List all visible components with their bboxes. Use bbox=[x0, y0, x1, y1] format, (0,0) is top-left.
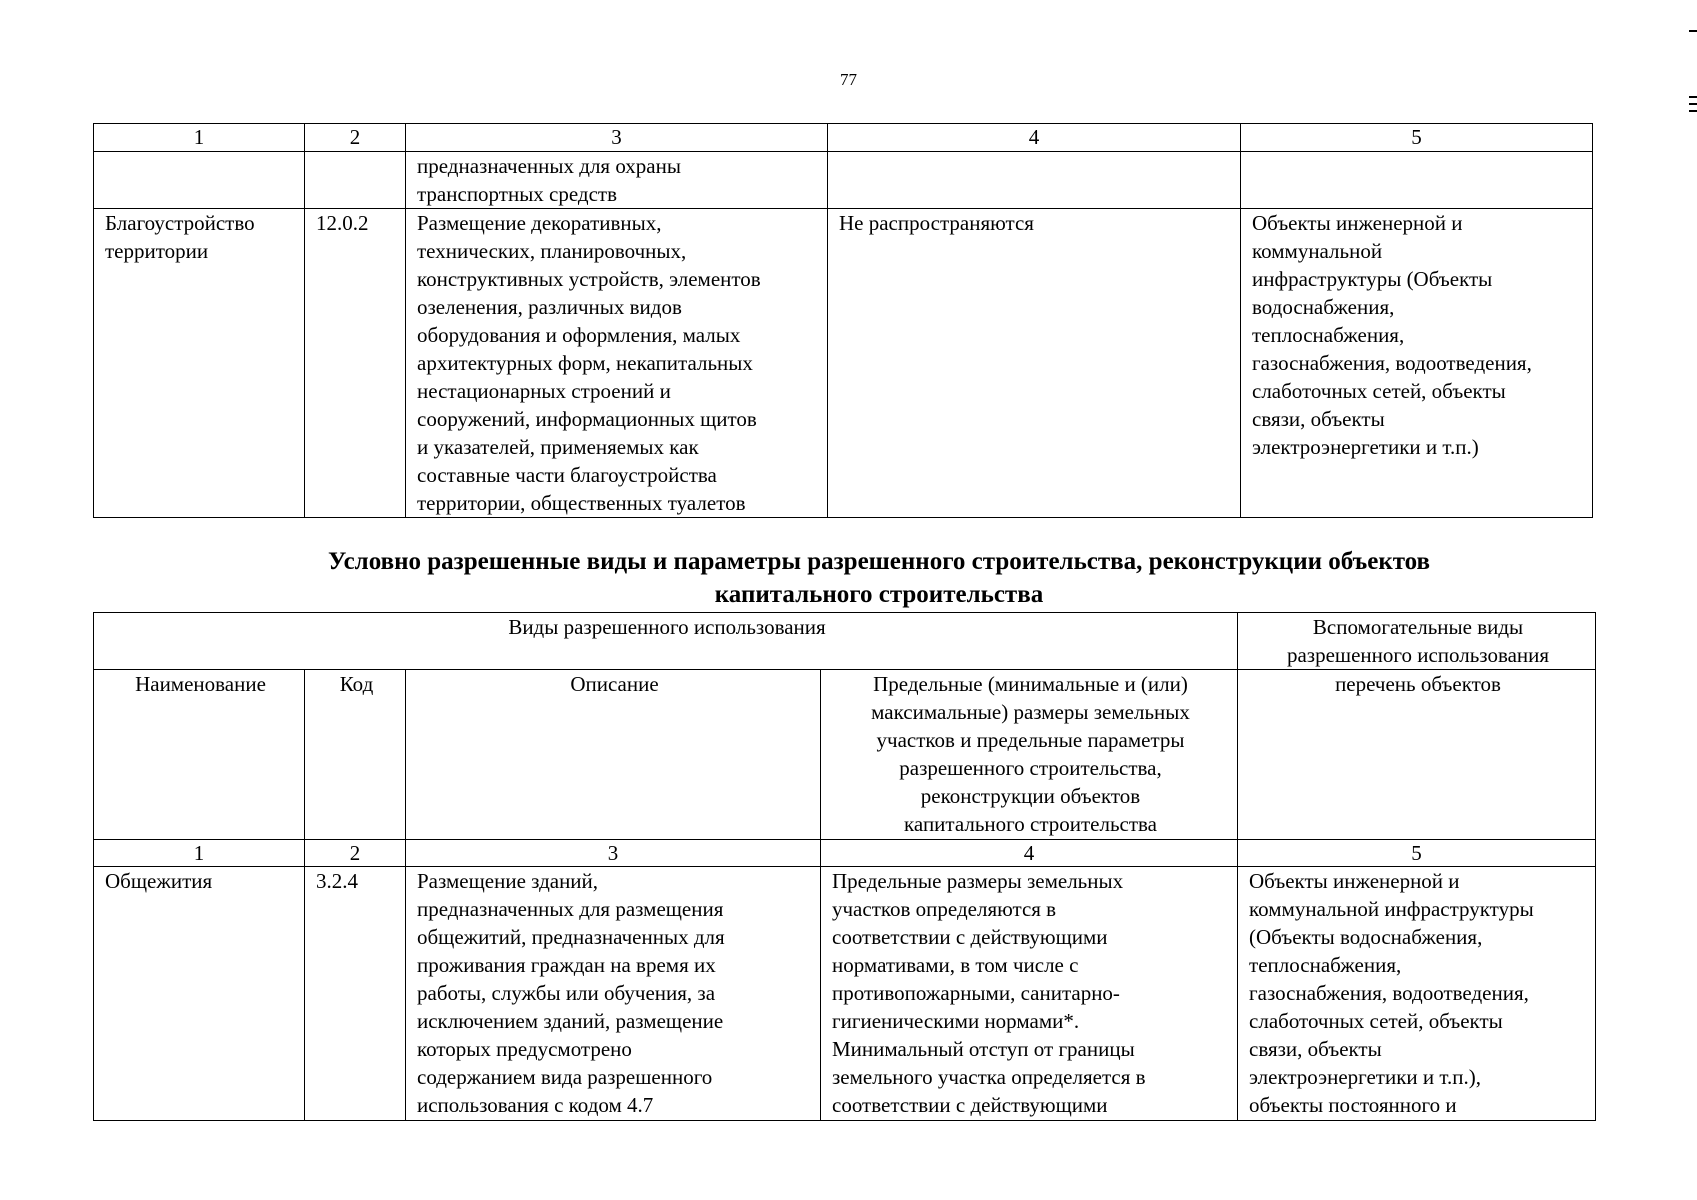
code-cell: 3.2.4 bbox=[305, 867, 406, 1121]
table-row bbox=[94, 152, 1593, 209]
column-number: 2 bbox=[305, 124, 406, 152]
auxiliary-cell bbox=[1241, 152, 1593, 209]
parameters-cell: Предельные размеры земельных участков определяются в соответствии с действующими нормативами, в том числе с противопожарными, санитарно- гигиеническими нормами*. Минимальный отступ от границы земельного участка определяется в соответствии с действующими bbox=[821, 867, 1238, 1121]
description-cell: предназначенных для охраны транспортных средств bbox=[406, 152, 828, 209]
code-cell: 12.0.2 bbox=[305, 209, 406, 518]
column-number: 1 bbox=[94, 840, 305, 867]
margin-marks bbox=[1687, 30, 1697, 130]
column-number: 4 bbox=[828, 124, 1241, 152]
column-number: 4 bbox=[821, 840, 1238, 867]
column-number: 1 bbox=[94, 124, 305, 152]
column-number: 5 bbox=[1238, 840, 1596, 867]
column-header-parameters: Предельные (минимальные и (или) максимальные) размеры земельных участков и предельные параметры разрешенного строительства, реконструкции объектов капитального строительства bbox=[821, 670, 1238, 840]
code-cell bbox=[305, 152, 406, 209]
column-number: 3 bbox=[406, 124, 828, 152]
column-header-code: Код bbox=[305, 670, 406, 840]
description-cell: Размещение зданий, предназначенных для размещения общежитий, предназначенных для проживания граждан на время их работы, службы или обучения, за исключением зданий, размещение которых предусмотрено содержанием вида разрешенного использования с кодом 4.7 bbox=[406, 867, 821, 1121]
conditional-uses-table bbox=[93, 612, 1596, 1121]
column-number: 5 bbox=[1241, 124, 1593, 152]
name-cell: Общежития bbox=[94, 867, 305, 1121]
header-row bbox=[94, 613, 1596, 670]
parameters-cell bbox=[828, 152, 1241, 209]
page-number: 77 bbox=[840, 70, 857, 89]
column-number-row bbox=[94, 840, 1596, 867]
permitted-uses-table bbox=[93, 123, 1593, 518]
column-number-row bbox=[94, 124, 1593, 152]
column-header-row bbox=[94, 670, 1596, 840]
column-header-name: Наименование bbox=[94, 670, 305, 840]
header-auxiliary: Вспомогательные виды разрешенного использования bbox=[1238, 613, 1596, 670]
description-cell: Размещение декоративных, технических, планировочных, конструктивных устройств, элементов озеленения, различных видов оборудования и оформления, малых архитектурных форм, некапитальных нестационарных строений и сооружений, информационных щитов и указателей, применяемых как составные части благоустройства территории, общественных туалетов bbox=[406, 209, 828, 518]
column-header-aux-list: перечень объектов bbox=[1238, 670, 1596, 840]
table-row bbox=[94, 867, 1596, 1121]
parameters-cell: Не распространяются bbox=[828, 209, 1241, 518]
name-cell: Благоустройство территории bbox=[94, 209, 305, 518]
auxiliary-cell: Объекты инженерной и коммунальной инфраструктуры (Объекты водоснабжения, теплоснабжения, газоснабжения, водоотведения, слаботочных сетей, объекты связи, объекты электроэнергетики и т.п.) bbox=[1241, 209, 1593, 518]
column-header-description: Описание bbox=[406, 670, 821, 840]
column-number: 2 bbox=[305, 840, 406, 867]
table-row bbox=[94, 209, 1593, 518]
section-title: Условно разрешенные виды и параметры разрешенного строительства, реконструкции объектов капитального строительства bbox=[327, 548, 1431, 608]
header-main: Виды разрешенного использования bbox=[94, 613, 1238, 670]
name-cell bbox=[94, 152, 305, 209]
column-number: 3 bbox=[406, 840, 821, 867]
auxiliary-cell: Объекты инженерной и коммунальной инфраструктуры (Объекты водоснабжения, теплоснабжения, газоснабжения, водоотведения, слаботочных сетей, объекты связи, объекты электроэнергетики и т.п.), объекты постоянного и bbox=[1238, 867, 1596, 1121]
